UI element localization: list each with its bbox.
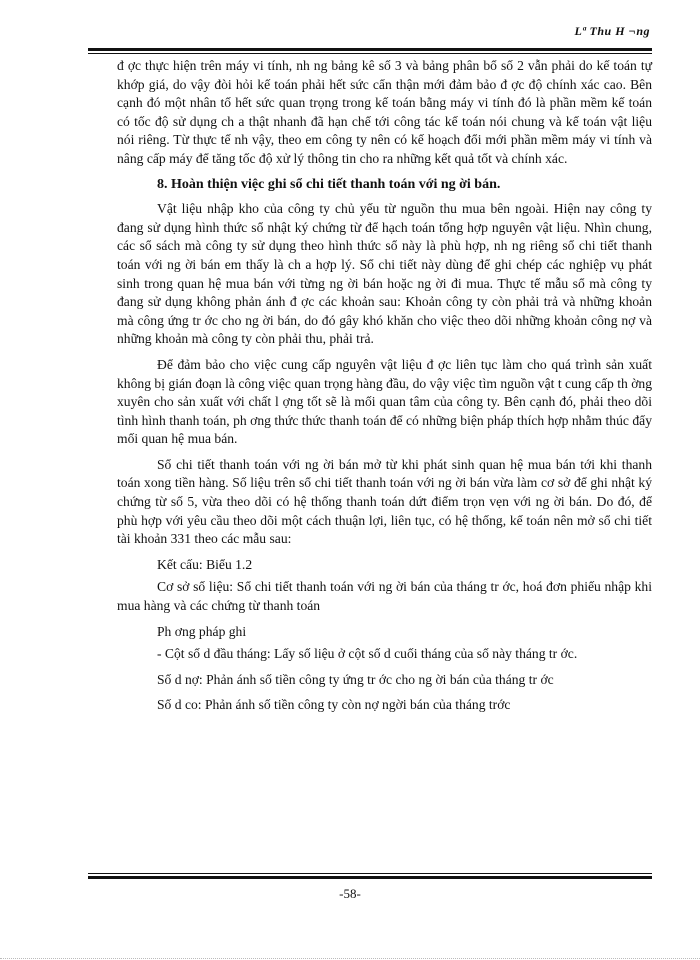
- section-heading: 8. Hoàn thiện việc ghi sổ chi tiết thanh toán với ng ời bán.: [157, 176, 501, 192]
- paragraph: Ph ơng pháp ghi: [157, 623, 247, 639]
- paragraph: Để đảm bảo cho việc cung cấp nguyên vật liệu đ ợc liên tục làm cho quá trình sản xuất không bị gián đoạn là công việc quan trọng hàng đầu, do vậy việc tìm nguồn vật t cung cấp th ờng xuyên cho sản xuất với chất l ợng tốt sẽ là mối quan tâm của công ty. Bên cạnh đó, phải theo dõi tình hình thanh toán, ph ơng thức thức thanh toán để có những biện pháp thích hợp nhằm thúc đẩy mối quan hệ mua bán.: [117, 356, 652, 447]
- document-body: [117, 57, 652, 722]
- page-number: -58-: [339, 886, 361, 901]
- footer-rule: [88, 873, 652, 874]
- page-edge-divider: [0, 958, 700, 959]
- paragraph: Số d nợ: Phản ánh số tiền công ty ứng tr ớc cho ng ời bán của tháng tr ớc: [157, 671, 554, 687]
- paragraph: Cơ sở số liệu: Sổ chi tiết thanh toán với ng ời bán của tháng tr ớc, hoá đơn phiếu nhập khi mua hàng và các chứng từ thanh toán: [117, 579, 652, 614]
- paragraph: - Cột số d đầu tháng: Lấy số liệu ở cột số d cuối tháng của số này tháng tr ớc.: [157, 646, 578, 662]
- paragraph: Kết cấu: Biểu 1.2: [157, 556, 253, 572]
- paragraph: Vật liệu nhập kho của công ty chủ yếu từ nguồn thu mua bên ngoài. Hiện nay công ty đang sử dụng hình thức sổ nhật ký chứng từ để hạch toán tổng hợp nguyên vật liệu. Nhìn chung, các sổ sách mà công ty sử dụng theo hình thức sổ này là phù hợp, nh ng riêng sổ chi tiết thanh toán với ng ời bán em thấy là ch a hợp lý. Sổ chi tiết này dùng để ghi chép các nghiệp vụ phát sinh trong quan hệ mua bán với từng ng ời bán hoặc ng ời đi mua. Thực tế mẫu sổ mà công ty đang sử dụng không phản ánh đ ợc các khoản sau: Khoản công ty còn phải trả và những khoản mà công ứng tr ớc cho ng ời bán, do đó gây khó khăn cho việc theo dõi những khoản công nợ và những khoản mà công ty còn phải thu, phải trả.: [117, 201, 652, 347]
- header-author: Lª Thu H ¬ng: [574, 24, 650, 38]
- paragraph: Sổ chi tiết thanh toán với ng ời bán mở từ khi phát sinh quan hệ mua bán tới khi thanh toán xong tiền hàng. Số liệu trên sổ chi tiết thanh toán với ng ời bán vừa làm cơ sở để ghi nhật ký chứng từ số 5, vừa theo dõi có hệ thống thanh toán dứt điểm trọn vẹn với ng ời bán. Do đó, để phù hợp với yêu cầu theo dõi một cách thuận lợi, liên tục, có hệ thống, kế toán nên mở sổ chi tiết tài khoản 331 theo các mẫu sau:: [117, 456, 652, 547]
- paragraph: đ ợc thực hiện trên máy vi tính, nh ng bảng kê số 3 và bảng phân bổ số 2 vẫn phải do kế toán tự khớp giá, do vậy đòi hỏi kế toán phải hết sức cẩn thận mới đảm bảo đ ợc độ chính xác cao. Bên cạnh đó một nhân tố hết sức quan trọng trong kế toán bằng máy vi tính đó là phần mềm kế toán có tốc độ sử dụng ch a thật nhanh đã hạn chế tới công tác kế toán nói chung và kế toán vật liệu nói riêng. Từ thực tế nh vậy, theo em công ty nên có kế hoạch đổi mới phần mềm máy vi tính và nâng cấp máy để tăng tốc độ xử lý thông tin cho ra những kết quả tốt và chính xác.: [117, 58, 652, 166]
- header-rule: [88, 48, 652, 51]
- paragraph: Số d co: Phản ánh số tiền công ty còn nợ ngời bán của tháng trớc: [157, 697, 511, 713]
